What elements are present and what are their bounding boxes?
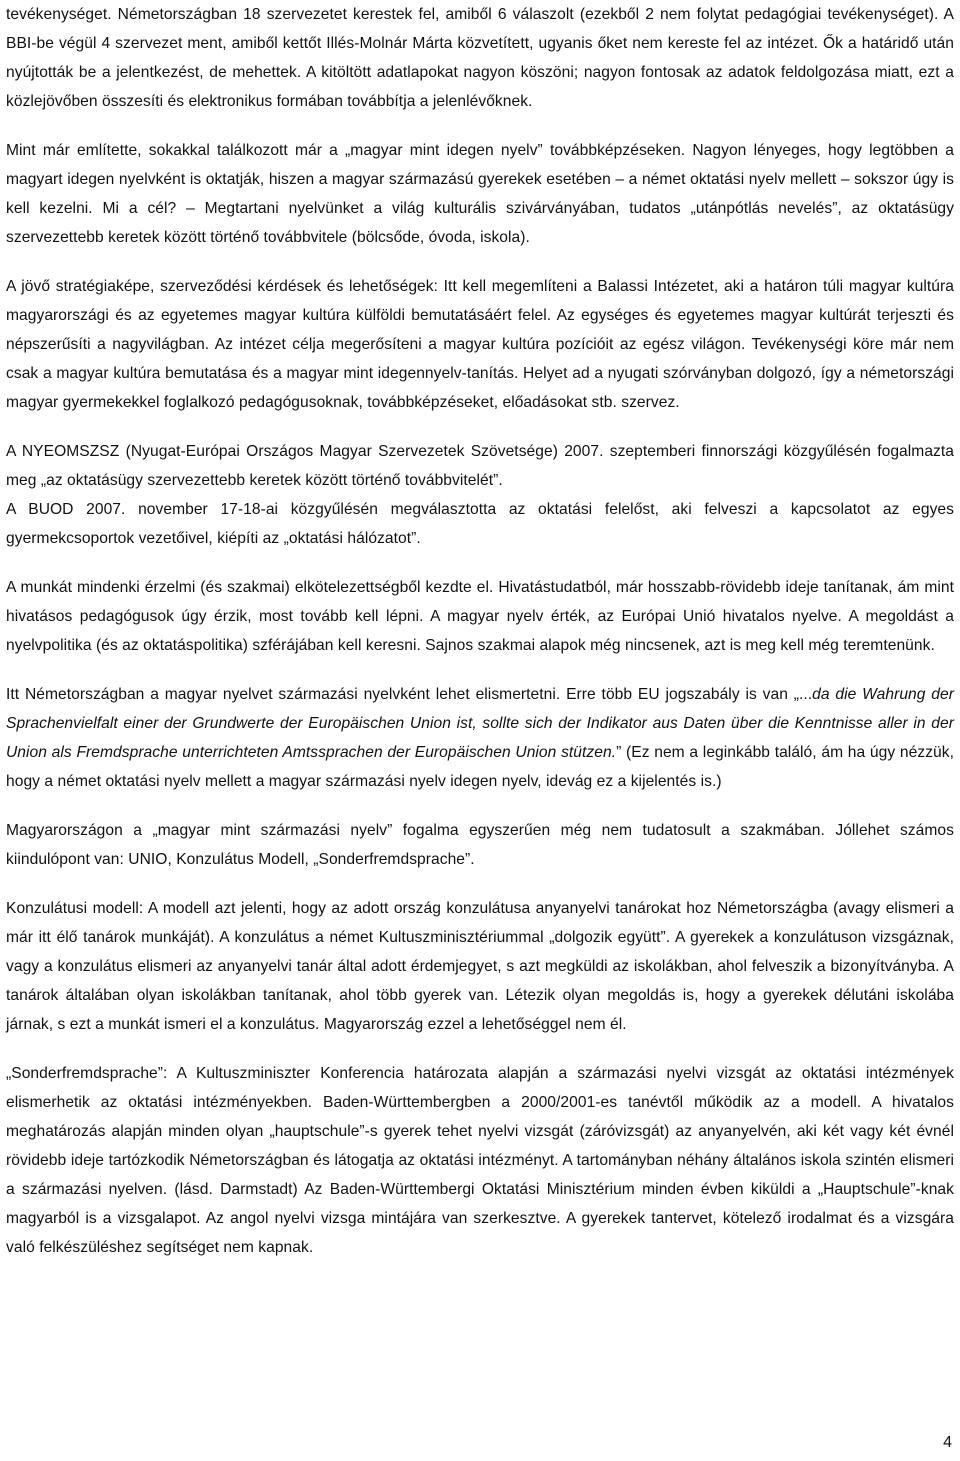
paragraph-text: A BUOD 2007. november 17-18-ai közgyűlésén megválasztotta az oktatási felelőst, aki felveszi a kapcsolatot az egyes gyermekcsoportok vezetőivel, kiépíti az „oktatási hálózatot”.	[6, 501, 954, 547]
paragraph-consulate-model	[6, 894, 954, 1039]
paragraph-nyeomszsz	[6, 437, 954, 495]
paragraph-text: Mint már említette, sokakkal találkozott már a „magyar mint idegen nyelv” továbbképzéseken. Nagyon lényeges, hogy legtöbben a magyart idegen nyelvként is oktatják, hiszen a magyar származású gyerekek esetében – a német oktatási nyelv mellett – sokszor úgy is kell kezelni. Mi a cél? – Megtartani nyelvünket a világ kulturális szivárványában, tudatos „utánpótlás nevelés”, az oktatásügy szervezettebb keretek között történő továbbvitele (bölcsőde, óvoda, iskola).	[6, 142, 954, 246]
paragraph-text: A munkát mindenki érzelmi (és szakmai) elkötelezettségből kezdte el. Hivatástudatból, már hosszabb-rövidebb ideje tanítanak, ám mint hivatásos pedagógusok úgy érzik, most tovább kell lépni. A magyar nyelv érték, az Európai Unió hivatalos nyelve. A megoldást a nyelvpolitika (és az oktatáspolitika) szférájában kell keresni. Sajnos szakmai alapok még nincsenek, azt is meg kell még teremtenünk.	[6, 579, 954, 654]
paragraph-bbi-organizations	[6, 0, 954, 116]
paragraph-commitment	[6, 573, 954, 660]
paragraph-buod	[6, 495, 954, 553]
paragraph-text: A NYEOMSZSZ (Nyugat-Európai Országos Magyar Szervezetek Szövetsége) 2007. szeptemberi finnországi közgyűlésén fogalmazta meg „az oktatásügy szervezettebb keretek között történő továbbvitelét”.	[6, 443, 954, 489]
paragraph-text: tevékenységet. Németországban 18 szervezetet kerestek fel, amiből 6 válaszolt (ezekből 2 nem folytat pedagógiai tevékenységet). A BBI-be végül 4 szervezet ment, amiből kettőt Illés-Molnár Márta közvetített, ugyanis őket nem kereste fel az intézet. Ők a határidő után nyújtották be a jelentkezést, de mehettek. A kitöltött adatlapokat nagyon köszöni; nagyon fontosak az adatok feldolgozása miatt, ezt a közlejövőben összesíti és elektronikus formában továbbítja a jelenlévőknek.	[6, 6, 954, 110]
paragraph-text: Konzulátusi modell: A modell azt jelenti, hogy az adott ország konzulátusa anyanyelvi tanárokat hoz Németországba (avagy elismeri a már itt élő tanárok munkáját). A konzulátus a német Kultuszminisztériummal „dolgozik együtt”. A gyerekek a konzulátuson vizsgáznak, vagy a konzulátus elismeri az anyanyelvi tanár által adott érdemjegyet, s azt megküldi az iskolákban, ahol felveszik a bizonyítványba. A tanárok általában olyan iskolákban tanítanak, ahol több gyerek van. Létezik olyan megoldás is, hogy a gyerekek délutáni iskolába járnak, s ezt a munkát ismeri el a konzulátus. Magyarország ezzel a lehetőséggel nem él.	[6, 900, 954, 1033]
paragraph-future-strategy	[6, 272, 954, 417]
paragraph-text: „Sonderfremdsprache”: A Kultuszminiszter Konferencia határozata alapján a származási nyelvi vizsgát az oktatási intézmények elismerhetik az oktatási intézményekben. Baden-Württembergben a 2000/2001-es tanévtől működik az a modell. A hivatalos meghatározás alapján minden olyan „hauptschule”-s gyerek tehet nyelvi vizsgát (záróvizsgát) az anyanyelvén, aki két vagy két évnél rövidebb ideje tartózkodik Németországban és látogatja az oktatási intézményt. A tartományban néhány általános iskola szintén elismeri a származási nyelven. (lásd. Darmstadt) Az Baden-Württembergi Oktatási Minisztérium minden évben kiküldi a „Hauptschule”-knak magyarból is a vizsgalapot. Az angol nyelvi vizsga mintájára van szerkesztve. A gyerekek tantervet, kötelező irodalmat és a vizsgára való felkészüléshez segítséget nem kapnak.	[6, 1065, 954, 1256]
paragraph-sonderfremdsprache	[6, 1059, 954, 1262]
paragraph-heritage-language-germany	[6, 680, 954, 796]
paragraph-text: Magyarországon a „magyar mint származási nyelv” fogalma egyszerűen még nem tudatosult a szakmában. Jóllehet számos kiindulópont van: UNIO, Konzulátus Modell, „Sonderfremdsprache”.	[6, 822, 954, 868]
document-page	[6, 0, 954, 1262]
paragraph-text: Itt Németországban a magyar nyelvet származási nyelvként lehet elismertetni. Erre több EU jogszabály is van „...	[6, 686, 813, 703]
german-quote: da die Wahrung der Sprachenvielfalt einer der Grundwerte der Europäischen Union ist, sollte sich der Indikator aus Daten über die Kenntnisse aller in der Union als Fremdsprache unterrichteten Amtssprachen der Europäischen Union stützen.	[6, 686, 954, 761]
paragraph-text: A jövő stratégiaképe, szerveződési kérdések és lehetőségek: Itt kell megemlíteni a Balassi Intézetet, aki a határon túli magyar kultúra magyarországi és az egyetemes magyar kultúra külföldi bemutatásáért felel. Az egységes és egyetemes magyar kultúrát terjeszti és népszerűsíti a nagyvilágban. Az intézet célja megerősíteni a magyar kultúra pozícióit az egész világon. Tevékenységi köre már nem csak a magyar kultúra bemutatása és a magyar mint idegennyelv-tanítás. Helyet ad a nyugati szórványban dolgozó, így a németországi magyar gyermekekkel foglalkozó pedagógusoknak, továbbképzéseket, előadásokat stb. szervez.	[6, 278, 954, 411]
paragraph-hungary-awareness	[6, 816, 954, 874]
paragraph-text: ” (Ez nem a leginkább találó, ám ha úgy nézzük, hogy a német oktatási nyelv mellett a magyar származási nyelv idegen nyelv, idevág ez a kijelentés is.)	[6, 744, 954, 790]
page-number: 4	[943, 1434, 952, 1451]
paragraph-hungarian-as-foreign-language	[6, 136, 954, 252]
